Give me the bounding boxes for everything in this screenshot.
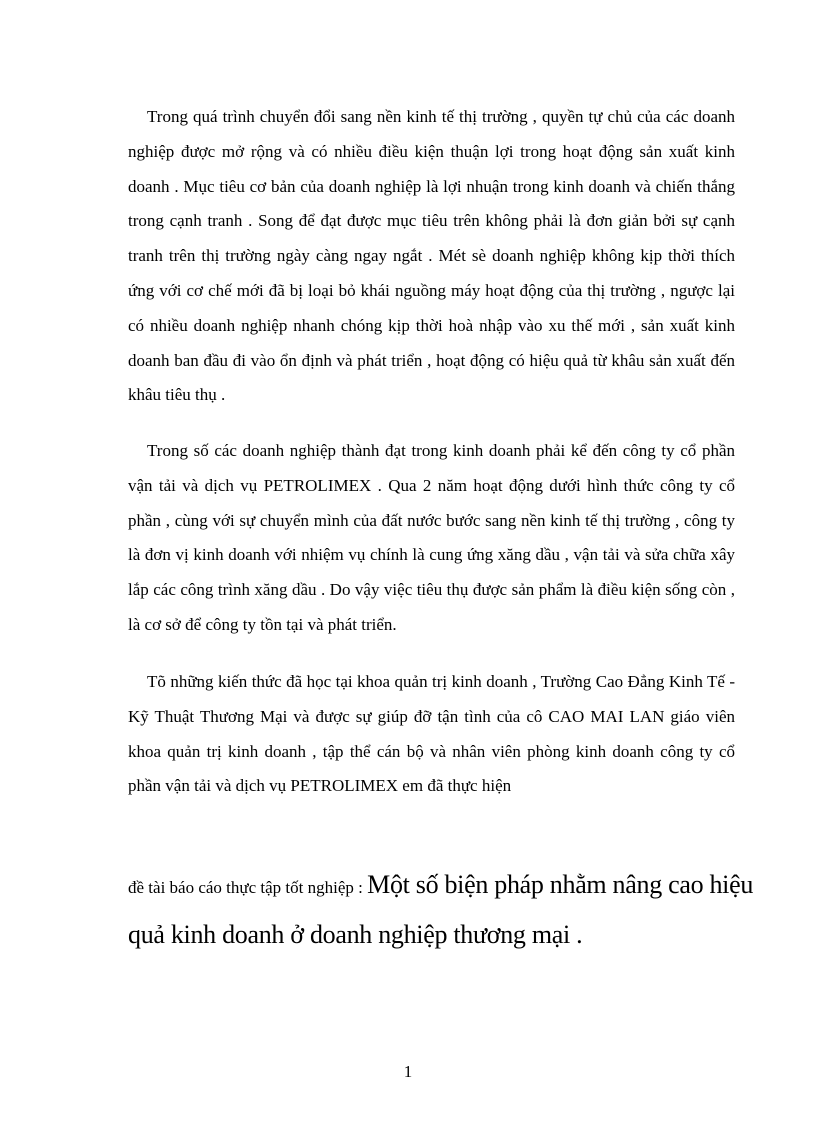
acknowledgement-paragraph: Tõ những kiến thức đã học tại khoa quản trị kinh doanh , Trường Cao Đẳng Kinh Tế - Kỹ Thuật Thương Mại và được sự giúp đỡ tận tình của cô CAO MAI LAN giáo viên khoa quản trị kinh doanh , tập thể cán bộ và nhân viên phòng kinh doanh công ty cổ phần vận tải và dịch vụ PETROLIMEX em đã thực hiện [128, 672, 735, 796]
report-topic-title: Một số biện pháp nhằm nâng cao hiệu quả kinh doanh ở doanh nghiệp thương mại . [128, 870, 754, 949]
topic-statement [128, 862, 768, 962]
company-paragraph: Trong số các doanh nghiệp thành đạt trong kinh doanh phải kể đến công ty cổ phần vận tải và dịch vụ PETROLIMEX . Qua 2 năm hoạt động dưới hình thức công ty cổ phần , cùng với sự chuyển mình của đất nước bước sang nền kinh tế thị trường , công ty là đơn vị kinh doanh với nhiệm vụ chính là cung ứng xăng dầu , vận tải và sửa chữa xây lắp các công trình xăng dầu . Do vậy việc tiêu thụ được sản phẩm là điều kiện sống còn , là cơ sở để công ty tồn tại và phát triển. [128, 441, 735, 634]
page-number: 1 [403, 1062, 413, 1081]
intro-paragraph: Trong quá trình chuyển đổi sang nền kinh tế thị trường , quyền tự chủ của các doanh nghiệp được mở rộng và có nhiều điều kiện thuận lợi trong hoạt động sản xuất kinh doanh . Mục tiêu cơ bản của doanh nghiệp là lợi nhuận trong kinh doanh và chiến thắng trong cạnh tranh . Song để đạt được mục tiêu trên không phải là đơn giản bởi sự cạnh tranh trên thị trường ngày càng ngay ngắt . Mét sè doanh nghiệp không kịp thời thích ứng với cơ chế mới đã bị loại bỏ khái nguồng máy hoạt động của thị trường , ngược lại có nhiều doanh nghiệp nhanh chóng kịp thời hoà nhập vào xu thế mới , sản xuất kinh doanh ban đầu đi vào ổn định và phát triển , hoạt động có hiệu quả từ khâu sản xuất đến khâu tiêu thụ . [128, 107, 735, 405]
topic-lead-text: đề tài báo cáo thực tập tốt nghiệp : [128, 878, 368, 897]
